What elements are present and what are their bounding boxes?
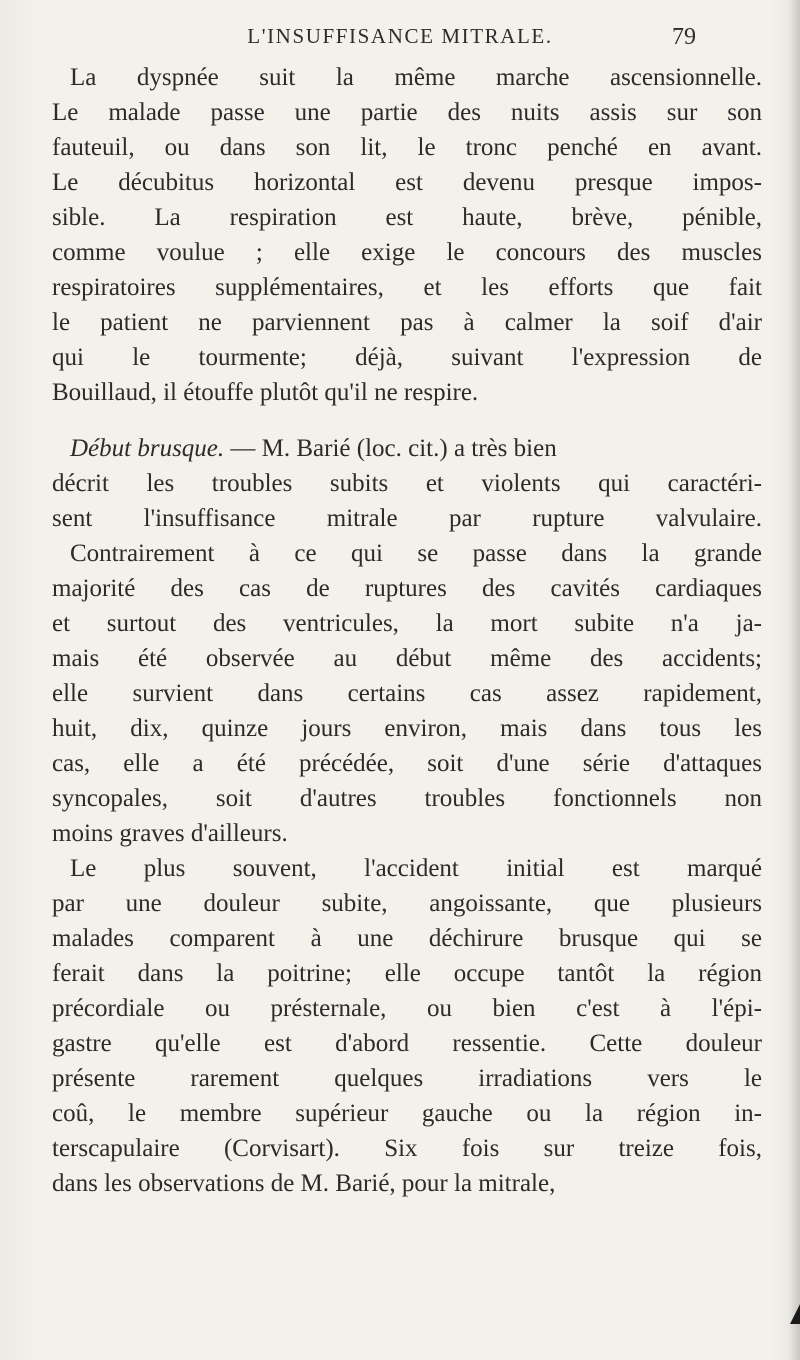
text-line: gastre qu'elle est d'abord ressentie. Cette douleur bbox=[52, 1030, 762, 1057]
text-line: le patient ne parviennent pas à calmer la soif d'air bbox=[52, 309, 762, 336]
text-line: fauteuil, ou dans son lit, le tronc penché en avant. bbox=[52, 134, 762, 161]
text-line: cas, elle a été précédée, soit d'une série d'attaques bbox=[52, 750, 762, 777]
text-line: sent l'insuffisance mitrale par rupture valvulaire. bbox=[52, 505, 762, 532]
text-line: comme voulue ; elle exige le concours des muscles bbox=[52, 239, 762, 266]
text-line: terscapulaire (Corvisart). Six fois sur treize fois, bbox=[52, 1135, 762, 1162]
paragraph-debut-brusque bbox=[52, 431, 762, 851]
page-edge-shadow bbox=[788, 0, 800, 1360]
paragraph-douleur bbox=[52, 851, 762, 1201]
paragraph-dyspnea bbox=[52, 60, 762, 410]
text-line: et surtout des ventricules, la mort subite n'a ja- bbox=[52, 610, 762, 637]
running-title: L'INSUFFISANCE MITRALE. bbox=[247, 24, 553, 48]
corner-mark bbox=[790, 1304, 800, 1324]
text-line: par une douleur subite, angoissante, que plusieurs bbox=[52, 890, 762, 917]
text-line: sible. La respiration est haute, brève, pénible, bbox=[52, 204, 762, 231]
text-line: elle survient dans certains cas assez rapidement, bbox=[52, 680, 762, 707]
text-line: Le plus souvent, l'accident initial est marqué bbox=[70, 855, 762, 882]
text-line: La dyspnée suit la même marche ascensionnelle. bbox=[70, 64, 762, 91]
text-line: précordiale ou présternale, ou bien c'est à l'épi- bbox=[52, 995, 762, 1022]
text-line: respiratoires supplémentaires, et les efforts que fait bbox=[52, 274, 762, 301]
text-line bbox=[52, 431, 762, 466]
text-line: dans les observations de M. Barié, pour la mitrale, bbox=[52, 1170, 556, 1197]
text-line: mais été observée au début même des accidents; bbox=[52, 645, 762, 672]
text-line: moins graves d'ailleurs. bbox=[52, 820, 288, 847]
body-text bbox=[52, 60, 762, 1201]
text-line: malades comparent à une déchirure brusque qui se bbox=[52, 925, 762, 952]
text-line-rest: — M. Barié (loc. cit.) a très bien bbox=[224, 435, 557, 462]
text-line: syncopales, soit d'autres troubles fonctionnels non bbox=[52, 785, 762, 812]
running-head bbox=[0, 20, 800, 60]
text-line: Le décubitus horizontal est devenu presque impos- bbox=[52, 169, 762, 196]
text-line: coû, le membre supérieur gauche ou la région in- bbox=[52, 1100, 762, 1127]
page-number: 79 bbox=[672, 24, 696, 50]
text-line: huit, dix, quinze jours environ, mais dans tous les bbox=[52, 715, 762, 742]
text-line: ferait dans la poitrine; elle occupe tantôt la région bbox=[52, 960, 762, 987]
text-line: majorité des cas de ruptures des cavités cardiaques bbox=[52, 575, 762, 602]
text-line: Contrairement à ce qui se passe dans la grande bbox=[70, 540, 762, 567]
text-line: Le malade passe une partie des nuits assis sur son bbox=[52, 99, 762, 126]
section-heading: Début brusque. bbox=[70, 435, 225, 462]
text-line: décrit les troubles subits et violents qui caractéri- bbox=[52, 470, 762, 497]
text-line: Bouillaud, il étouffe plutôt qu'il ne respire. bbox=[52, 379, 479, 406]
text-line: présente rarement quelques irradiations vers le bbox=[52, 1065, 762, 1092]
paragraph-gap bbox=[52, 410, 762, 431]
text-line: qui le tourmente; déjà, suivant l'expression de bbox=[52, 344, 762, 371]
